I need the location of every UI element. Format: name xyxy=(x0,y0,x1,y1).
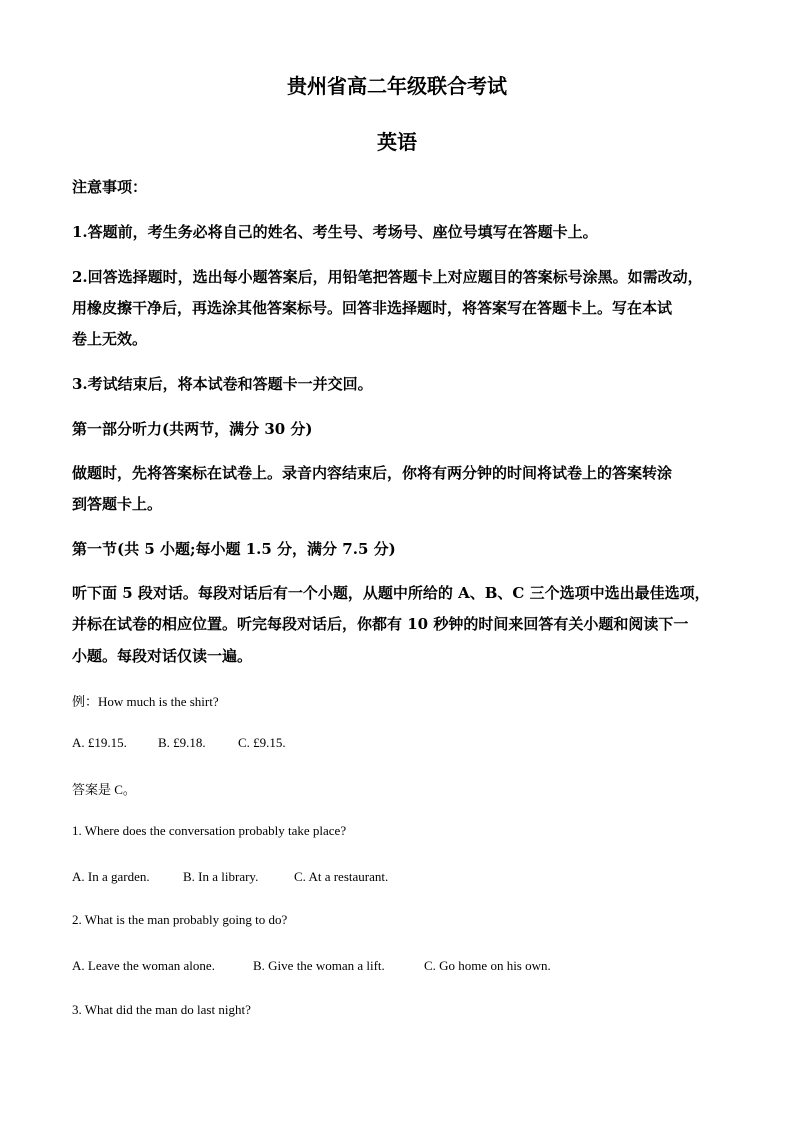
question-2: 2. What is the man probably going to do? xyxy=(72,912,288,927)
section1-heading: 第一节(共 5 小题;每小题 1.5 分，满分 7.5 分) xyxy=(72,540,396,558)
part1-heading: 第一部分听力(共两节，满分 30 分) xyxy=(72,420,313,438)
question-1-option-a: A. In a garden. xyxy=(72,869,150,884)
section1-instruction-line-1: 听下面 5 段对话。每段对话后有一个小题，从题中所给的 A、B、C 三个选项中选出最佳选项， xyxy=(72,584,710,602)
example-answer: 答案是 C。 xyxy=(72,782,136,797)
question-1-options xyxy=(72,869,732,885)
example-question: 例：How much is the shirt? xyxy=(72,694,219,709)
question-2-option-b: B. Give the woman a lift. xyxy=(253,958,385,973)
question-2-options xyxy=(72,958,732,974)
notes-heading: 注意事项： xyxy=(72,178,148,196)
section1-instruction-line-2: 并标在试卷的相应位置。听完每段对话后，你都有 10 秒钟的时间来回答有关小题和阅读下一 xyxy=(72,615,689,633)
example-option-c: C. £9.15. xyxy=(238,735,286,750)
question-1: 1. Where does the conversation probably take place? xyxy=(72,823,347,838)
example-options xyxy=(72,735,732,751)
part1-instruction-line-2: 到答题卡上。 xyxy=(72,495,163,513)
note-item-1: 1.答题前，考生务必将自己的姓名、考生号、考场号、座位号填写在答题卡上。 xyxy=(72,223,598,241)
subject-title: 英语 xyxy=(377,130,417,154)
example-option-b: B. £9.18. xyxy=(158,735,206,750)
note-item-2-line-2: 用橡皮擦干净后，再选涂其他答案标号。回答非选择题时，将答案写在答题卡上。写在本试 xyxy=(72,299,673,317)
note-item-2-line-1: 2.回答选择题时，选出每小题答案后，用铅笔把答题卡上对应题目的答案标号涂黑。如需改动， xyxy=(72,268,703,286)
note-item-3: 3.考试结束后，将本试卷和答题卡一并交回。 xyxy=(72,375,373,393)
question-3: 3. What did the man do last night? xyxy=(72,1002,251,1017)
note-item-2-line-3: 卷上无效。 xyxy=(72,330,148,348)
question-2-option-c: C. Go home on his own. xyxy=(424,958,551,973)
part1-instruction-line-1: 做题时，先将答案标在试卷上。录音内容结束后，你将有两分钟的时间将试卷上的答案转涂 xyxy=(72,464,673,482)
exam-title: 贵州省高二年级联合考试 xyxy=(287,74,507,98)
question-1-option-b: B. In a library. xyxy=(183,869,259,884)
question-1-option-c: C. At a restaurant. xyxy=(294,869,389,884)
example-option-a: A. £19.15. xyxy=(72,735,127,750)
section1-instruction-line-3: 小题。每段对话仅读一遍。 xyxy=(72,647,253,665)
question-2-option-a: A. Leave the woman alone. xyxy=(72,958,215,973)
